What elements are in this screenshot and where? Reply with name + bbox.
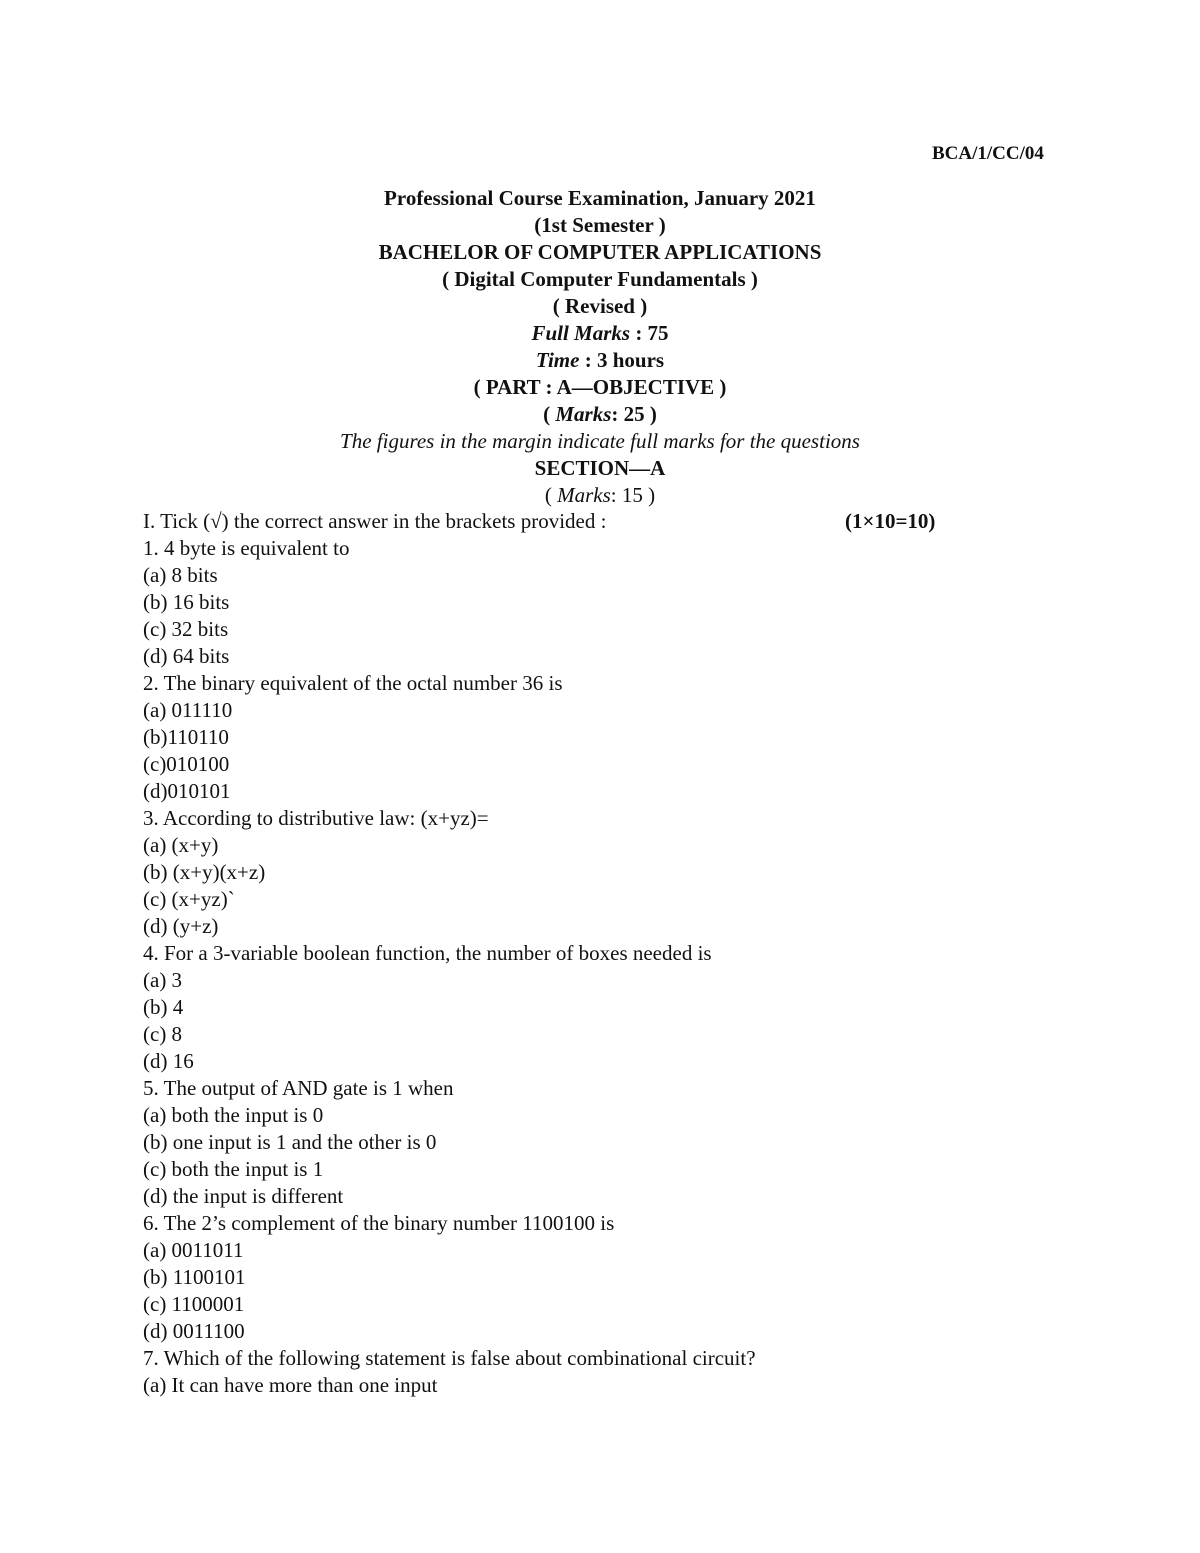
revised: ( Revised ) (552, 294, 648, 318)
exam-title: Professional Course Examination, January 2021 (384, 186, 816, 210)
answer-option: (a) It can have more than one input (143, 1373, 438, 1397)
margin-note: The figures in the margin indicate full marks for the questions (340, 429, 860, 453)
time (0, 347, 1200, 374)
answer-option: (d) 16 (143, 1049, 194, 1073)
answer-option: (c)010100 (143, 752, 230, 776)
subject: ( Digital Computer Fundamentals ) (442, 267, 758, 291)
question-stem: 5. The output of AND gate is 1 when (143, 1076, 454, 1100)
answer-option: (a) 8 bits (143, 563, 218, 587)
answer-option: (d) (y+z) (143, 914, 219, 938)
paper-code: BCA/1/CC/04 (932, 143, 1044, 164)
part-marks-value: : 25 ) (611, 402, 657, 426)
answer-option: (d) the input is different (143, 1184, 344, 1208)
answer-option: (b)110110 (143, 725, 229, 749)
answer-option: (c) 1100001 (143, 1292, 245, 1316)
answer-option: (a) 3 (143, 968, 183, 992)
answer-option: (d) 0011100 (143, 1319, 245, 1343)
question-stem: 6. The 2’s complement of the binary number 1100100 is (143, 1211, 615, 1235)
question-stem: 3. According to distributive law: (x+yz)= (143, 806, 489, 830)
full-marks-label: Full Marks (531, 321, 631, 345)
exam-header (0, 185, 1200, 509)
section-marks-value: : 15 ) (610, 483, 656, 507)
answer-option: (a) 011110 (143, 698, 233, 722)
answer-option: (b) 16 bits (143, 590, 230, 614)
part-title: ( PART : A—OBJECTIVE ) (473, 375, 727, 399)
answer-option: (c) (x+yz)` (143, 887, 235, 911)
answer-option: (b) 1100101 (143, 1265, 246, 1289)
question-stem: 2. The binary equivalent of the octal number 36 is (143, 671, 563, 695)
answer-option: (b) one input is 1 and the other is 0 (143, 1130, 437, 1154)
answer-option: (b) (x+y)(x+z) (143, 860, 266, 884)
instruction-marks: (1×10=10) (845, 509, 936, 533)
section-marks-open: ( (544, 483, 558, 507)
full-marks (0, 320, 1200, 347)
question-stem: 7. Which of the following statement is false about combinational circuit? (143, 1346, 756, 1370)
answer-option: (b) 4 (143, 995, 184, 1019)
answer-option: (d)010101 (143, 779, 231, 803)
answer-option: (c) 32 bits (143, 617, 229, 641)
time-value: : 3 hours (579, 348, 665, 372)
part-marks-label: Marks (555, 402, 612, 426)
full-marks-value: : 75 (630, 321, 669, 345)
semester: (1st Semester ) (534, 213, 666, 237)
section-marks (0, 482, 1200, 509)
degree: BACHELOR OF COMPUTER APPLICATIONS (378, 240, 822, 264)
section-marks-label: Marks (557, 483, 611, 507)
section-title: SECTION—A (534, 456, 666, 480)
part-marks (0, 401, 1200, 428)
answer-option: (c) 8 (143, 1022, 183, 1046)
instruction-line (143, 508, 1063, 535)
answer-option: (c) both the input is 1 (143, 1157, 324, 1181)
part-marks-open: ( (543, 402, 556, 426)
answer-option: (a) both the input is 0 (143, 1103, 324, 1127)
answer-option: (a) 0011011 (143, 1238, 244, 1262)
question-lines (143, 535, 1063, 1399)
question-stem: 1. 4 byte is equivalent to (143, 536, 350, 560)
question-stem: 4. For a 3-variable boolean function, the number of boxes needed is (143, 941, 712, 965)
answer-option: (a) (x+y) (143, 833, 219, 857)
question-body (143, 508, 1063, 1399)
answer-option: (d) 64 bits (143, 644, 230, 668)
instruction-text: I. Tick (√) the correct answer in the brackets provided : (143, 509, 607, 533)
time-label: Time (535, 348, 580, 372)
